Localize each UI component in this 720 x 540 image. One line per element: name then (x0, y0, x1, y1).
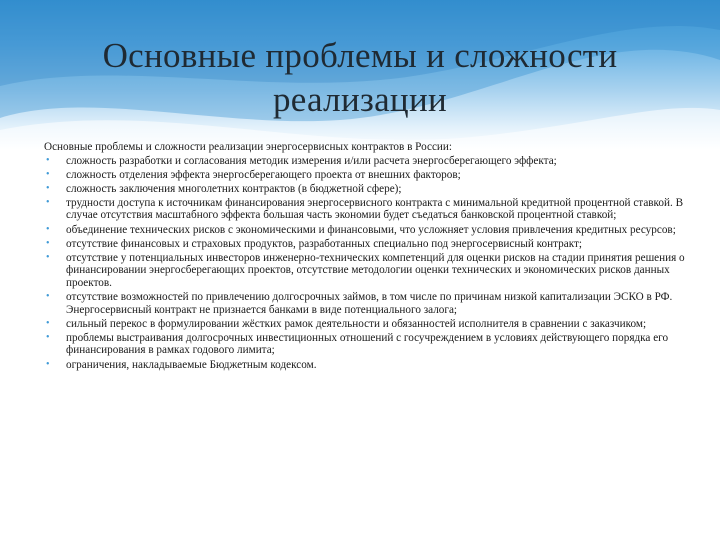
list-item-text: отсутствие возможностей по привлечению долгосрочных займов, в том числе по причинам низкой капитализации ЭСКО в РФ. Энергосервисный контракт не признается банками в виде потенциального залога; (66, 291, 673, 316)
list-item-text: сложность заключения многолетних контрактов (в бюджетной сфере); (66, 182, 402, 195)
list-item (44, 252, 686, 290)
bullet-list (44, 155, 686, 372)
bullet-icon: • (46, 317, 50, 329)
list-item (44, 238, 686, 251)
list-item-text: отсутствие у потенциальных инвесторов инженерно-технических компетенций для оценки рисков на стадии принятия решения о финансировании энергосберегающих проектов, отсутствие методологии оценки технических и экономических рисков данных проектов. (66, 251, 685, 289)
list-item (44, 359, 686, 372)
list-item-text: проблемы выстраивания долгосрочных инвестиционных отношений с госучреждением в условиях действующего порядка его финансирования в рамках годового лимита; (66, 331, 669, 357)
list-item (44, 318, 686, 331)
list-item-text: объединение технических рисков с экономическими и финансовыми, что усложняет условия привлечения кредитных ресурсов; (66, 223, 676, 236)
list-item (44, 291, 686, 316)
list-item-text: отсутствие финансовых и страховых продуктов, разработанных специально под энергосервисный контракт; (66, 237, 582, 250)
list-item-text: сложность отделения эффекта энергосберегающего проекта от внешних факторов; (66, 168, 461, 181)
bullet-icon: • (46, 291, 50, 303)
list-item-text: трудности доступа к источникам финансирования энергосервисного контракта с минимальной кредитной процентной ставкой. В случае отсутствия масштабного эффекта большая часть экономии будет съедаться банковской процентной ставкой; (66, 196, 684, 222)
list-item-text: сложность разработки и согласования методик измерения и/или расчета энергосберегающего эффекта; (66, 154, 557, 167)
list-item (44, 332, 686, 357)
list-item-text: ограничения, накладываемые Бюджетным кодексом. (66, 358, 317, 371)
bullet-icon: • (46, 154, 50, 166)
bullet-icon: • (46, 331, 50, 343)
bullet-icon: • (46, 251, 50, 263)
slide-title: Основные проблемы и сложности реализации (102, 36, 618, 119)
intro-text: Основные проблемы и сложности реализации энергосервисных контрактов в России: (44, 141, 453, 153)
list-item (44, 197, 686, 222)
bullet-icon: • (46, 358, 50, 370)
slide-content (44, 141, 686, 373)
bullet-icon: • (46, 182, 50, 194)
bullet-icon: • (46, 168, 50, 180)
list-item (44, 155, 686, 168)
bullet-icon: • (46, 223, 50, 235)
bullet-icon: • (46, 196, 50, 208)
list-item-text: сильный перекос в формулировании жёстких рамок деятельности и обязанностей исполнителя в сравнении с заказчиком; (66, 317, 647, 330)
list-item (44, 183, 686, 196)
bullet-icon: • (46, 237, 50, 249)
list-item (44, 224, 686, 237)
list-item (44, 169, 686, 182)
